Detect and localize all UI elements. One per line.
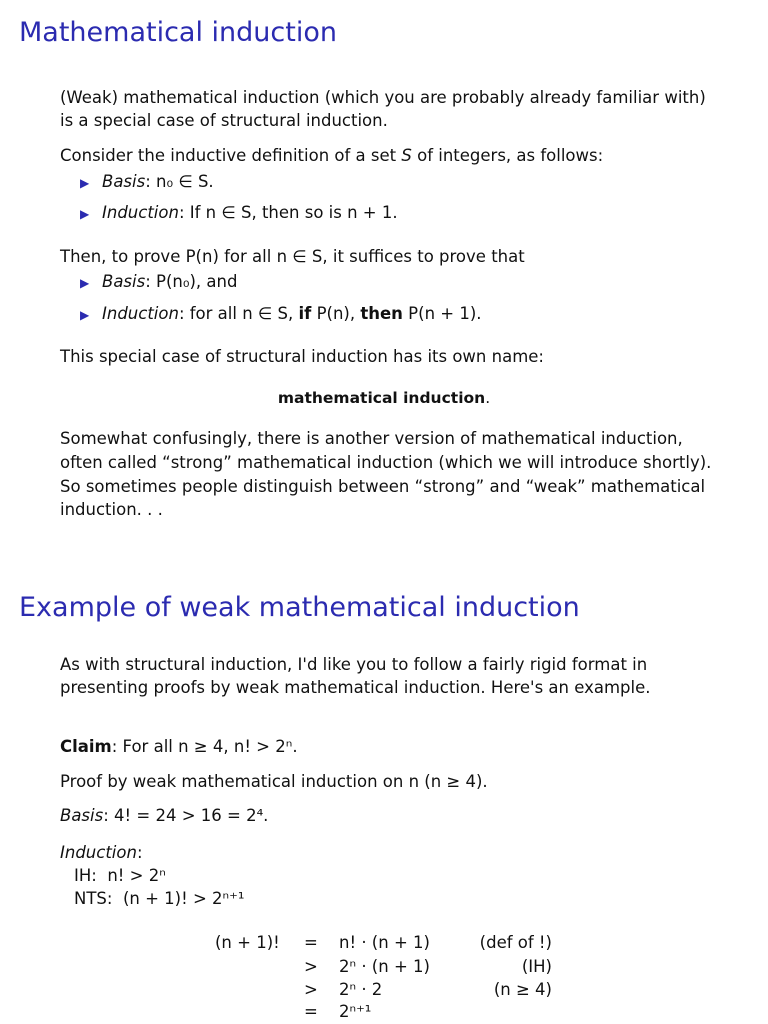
bullet-triangle-icon: ▶ bbox=[80, 308, 90, 322]
name-period: . bbox=[485, 389, 491, 407]
ih-body: n! > 2ⁿ bbox=[107, 866, 166, 885]
claim-label: Claim bbox=[60, 737, 112, 756]
slide2-intro-line2: presenting proofs by weak mathematical induction. Here's an example. bbox=[60, 678, 651, 697]
consider-line bbox=[60, 146, 603, 167]
derivation-just: (def of !) bbox=[479, 933, 552, 952]
derivation-rel: = bbox=[304, 933, 318, 952]
ih-label: IH: bbox=[74, 866, 97, 885]
prove-induction-label: Induction bbox=[102, 304, 179, 323]
derivation-just: (n ≥ 4) bbox=[493, 980, 552, 999]
claim-line bbox=[60, 737, 298, 758]
prove-mid: P(n), bbox=[311, 304, 361, 323]
def-induction-body: : If n ∈ S, then so is n + 1. bbox=[178, 203, 398, 222]
ih-line bbox=[74, 866, 166, 887]
basis-body: : 4! = 24 > 16 = 2⁴. bbox=[103, 806, 269, 825]
nts-line bbox=[74, 889, 244, 910]
derivation-expr: 2ⁿ · 2 bbox=[339, 980, 383, 999]
para-line2: often called “strong” mathematical induction (which we will introduce shortly). bbox=[60, 453, 712, 472]
slide1-intro-line2: is a special case of structural induction. bbox=[60, 111, 388, 130]
para-line1: Somewhat confusingly, there is another version of mathematical induction, bbox=[60, 429, 683, 448]
def-induction-label: Induction bbox=[102, 203, 179, 222]
def-basis-item bbox=[80, 172, 214, 193]
induction-colon: : bbox=[136, 843, 143, 862]
nts-label: NTS: bbox=[74, 889, 113, 908]
nts-body: (n + 1)! > 2ⁿ⁺¹ bbox=[122, 889, 245, 908]
induction-line bbox=[60, 843, 143, 864]
para-line4: induction. . . bbox=[60, 500, 163, 519]
derivation-expr: 2ⁿ⁺¹ bbox=[339, 1002, 372, 1021]
basis-label: Basis bbox=[60, 806, 104, 825]
def-basis-body: : n₀ ∈ S. bbox=[145, 172, 214, 191]
prove-induction-item bbox=[80, 304, 482, 325]
prove-basis-item bbox=[80, 272, 237, 293]
slide2-intro-line1: As with structural induction, I'd like you to follow a fairly rigid format in bbox=[60, 655, 648, 674]
induction-label: Induction bbox=[60, 843, 137, 862]
basis-line bbox=[60, 806, 268, 827]
derivation-expr: 2ⁿ · (n + 1) bbox=[339, 957, 430, 976]
consider-prefix: Consider the inductive definition of a set bbox=[60, 146, 402, 165]
derivation-rel: = bbox=[304, 1002, 318, 1021]
claim-body: : For all n ≥ 4, n! > 2ⁿ. bbox=[111, 737, 298, 756]
bullet-triangle-icon: ▶ bbox=[80, 176, 90, 190]
bullet-triangle-icon: ▶ bbox=[80, 276, 90, 290]
name-bold: mathematical induction bbox=[277, 389, 486, 407]
consider-set: S bbox=[401, 146, 412, 165]
own-name-line: This special case of structural induction has its own name: bbox=[60, 347, 544, 366]
def-induction-item bbox=[80, 203, 398, 224]
derivation-rel: > bbox=[304, 957, 318, 976]
derivation-expr: n! · (n + 1) bbox=[339, 933, 430, 952]
slide1-intro-line1: (Weak) mathematical induction (which you are probably already familiar with) bbox=[60, 88, 706, 107]
def-basis-label: Basis bbox=[102, 172, 146, 191]
slide1-title: Mathematical induction bbox=[19, 17, 337, 48]
prove-then: then bbox=[360, 304, 403, 323]
proof-line: Proof by weak mathematical induction on n (n ≥ 4). bbox=[60, 772, 488, 791]
derivation-lhs: (n + 1)! bbox=[215, 933, 280, 952]
para-line3: So sometimes people distinguish between “strong” and “weak” mathematical bbox=[60, 477, 706, 496]
prove-end: P(n + 1). bbox=[402, 304, 482, 323]
name-line bbox=[0, 389, 768, 408]
prove-basis-label: Basis bbox=[102, 272, 146, 291]
derivation-just: (IH) bbox=[521, 957, 552, 976]
consider-suffix: of integers, as follows: bbox=[411, 146, 604, 165]
prove-if: if bbox=[298, 304, 312, 323]
bullet-triangle-icon: ▶ bbox=[80, 207, 90, 221]
then-line: Then, to prove P(n) for all n ∈ S, it suffices to prove that bbox=[60, 247, 525, 266]
prove-induction-pre: : for all n ∈ S, bbox=[178, 304, 299, 323]
prove-basis-body: : P(n₀), and bbox=[145, 272, 238, 291]
slide2-title: Example of weak mathematical induction bbox=[19, 592, 580, 623]
derivation-rel: > bbox=[304, 980, 318, 999]
